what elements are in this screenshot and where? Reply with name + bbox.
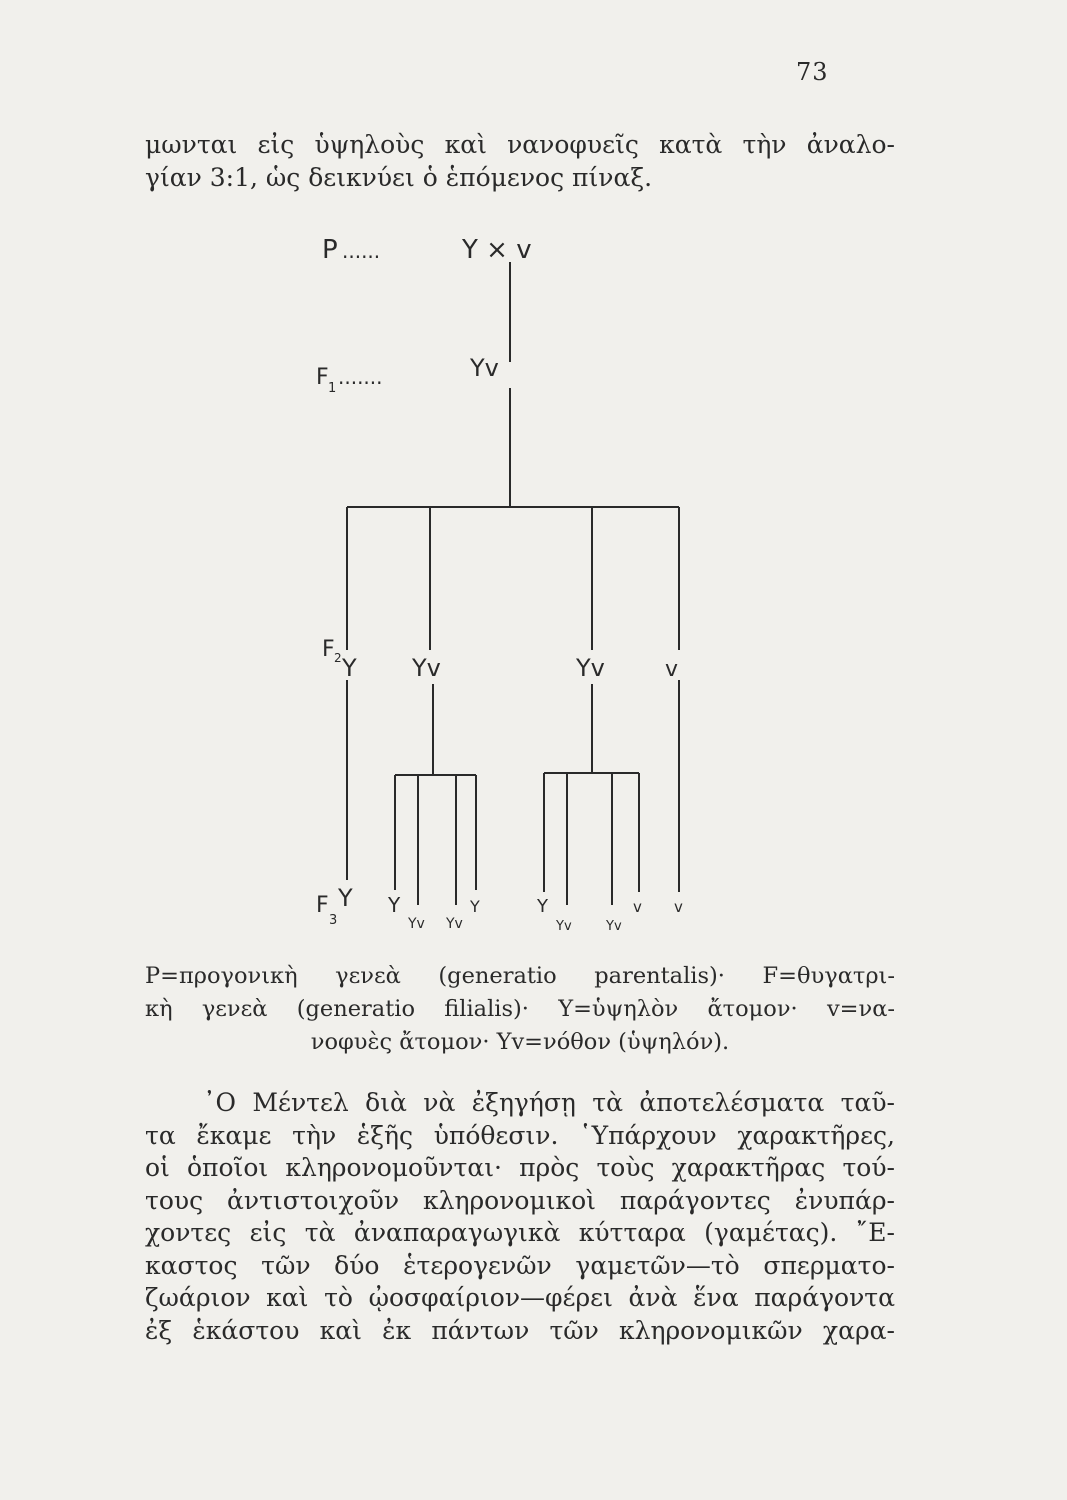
f2-value: Yv [412,654,441,682]
p-generation-dots: ...... [342,239,381,263]
f1-generation-label: F [316,365,329,390]
f2-generation-sub: 2 [334,651,342,665]
body-line: χοντες εἰς τὰ ἀναπαραγωγικὰ κύτταρα (γαμέτας). ῎Ε- [145,1218,895,1247]
diagram-caption [145,960,895,1059]
f3-value: Yv [446,916,463,932]
f1-generation-sub: 1 [328,381,337,396]
caption-line: νοφυὲς ἄτομον· Yv=νόθον (ὑψηλόν). [310,1029,730,1055]
f2-value: Y [342,654,357,682]
f1-value: Yv [470,354,499,382]
intro-line: μωνται εἰς ὑψηλοὺς καὶ νανοφυεῖς κατὰ τὴν ἀναλο- [145,130,895,159]
body-line: καστος τῶν δύο ἑτερογενῶν γαμετῶν—τὸ σπερματο- [145,1250,895,1280]
body-line: ᾽Ο Μέντελ διὰ νὰ ἐξηγήσῃ τὰ ἀποτελέσματα ταῦ- [203,1088,895,1117]
f3-value: Y [388,893,401,917]
body-paragraph [145,1087,895,1347]
body-line: ἐξ ἑκάστου καὶ ἐκ πάντων τῶν κληρονομικῶν χαρα- [145,1315,895,1345]
f2-value: Yv [576,654,605,682]
f3-value: v [674,898,683,916]
f2-value: v [665,657,679,682]
f3-value: Yv [556,919,572,934]
f2-generation-label: F [322,637,335,662]
f3-value: Yv [408,916,425,932]
f3-value: Yv [606,919,622,934]
f3-value: v [633,898,642,916]
caption-line: κὴ γενεὰ (generatio filialis)· Y=ὑψηλὸν ἄτομον· v=να- [145,996,895,1022]
p-cross: Y × v [462,235,532,265]
f3-generation-sub: 3 [329,913,338,928]
f3-value: Y [338,884,353,912]
p-generation-label: P [322,235,338,265]
f1-generation-dots: ....... [338,365,383,389]
f3-generation-label: F [316,893,329,918]
caption-line: P=προγονικὴ γενεὰ (generatio parentalis)· F=θυγατρι- [145,963,895,989]
body-line: τους ἀντιστοιχοῦν κληρονομικοὶ παράγοντες ἐνυπάρ- [145,1185,895,1215]
body-line: οἱ ὁποῖοι κληρονομοῦνται· πρὸς τοὺς χαρακτῆρας τού- [145,1153,895,1182]
body-line: τα ἔκαμε τὴν ἑξῆς ὑπόθεσιν. ῾Υπάρχουν χαρακτῆρες, [145,1120,895,1150]
page-number: 73 [796,58,829,86]
f3-value: Y [537,896,548,917]
intro-line: γίαν 3:1, ὡς δεικνύει ὁ ἑπόμενος πίναξ. [145,163,653,192]
body-line: ζωάριον καὶ τὸ ᾠοσφαίριον—φέρει ἀνὰ ἕνα παράγοντα [145,1283,895,1312]
f3-value: Y [470,897,480,916]
